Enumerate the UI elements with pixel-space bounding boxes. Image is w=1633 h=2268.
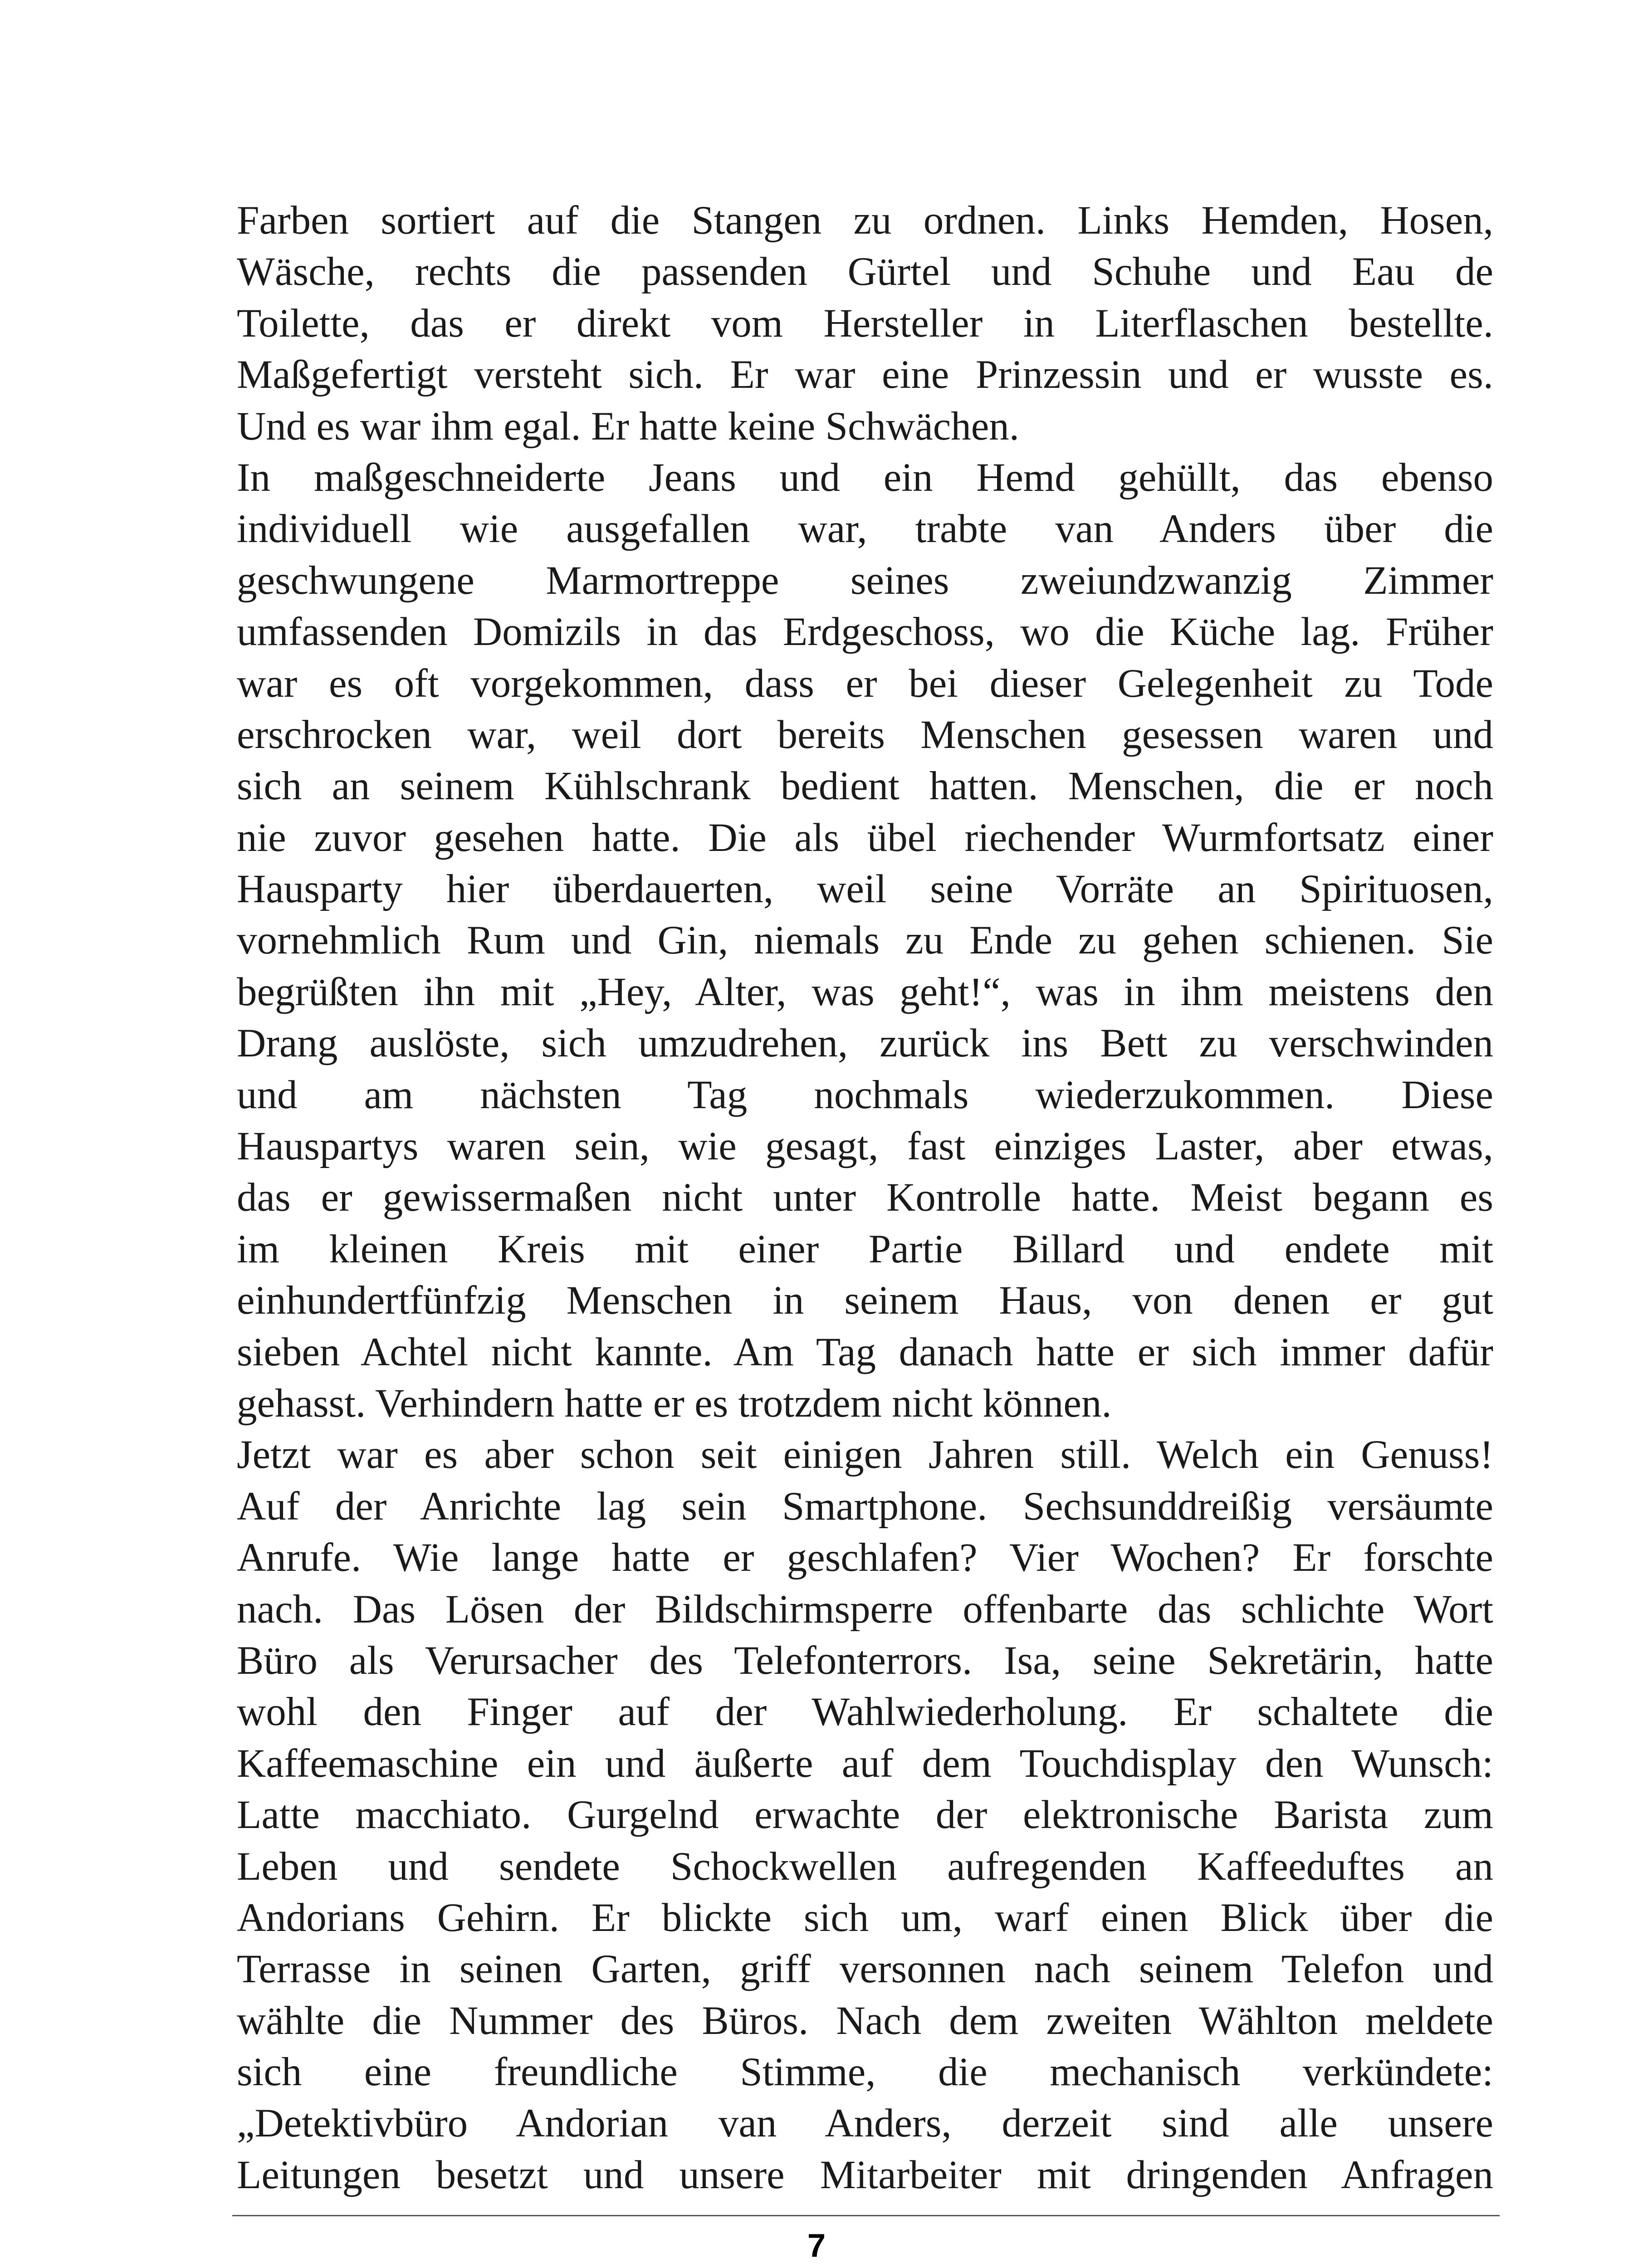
text-line: Andorians Gehirn. Er blickte sich um, warf einen Blick über die bbox=[237, 1895, 1493, 1940]
text-line: Latte macchiato. Gurgelnd erwachte der elektronische Barista zum bbox=[237, 1793, 1493, 1838]
footer-divider bbox=[232, 2215, 1500, 2216]
text-line: wohl den Finger auf der Wahlwiederholung. Er schaltete die bbox=[237, 1690, 1493, 1735]
text-line: Auf der Anrichte lag sein Smartphone. Sechsunddreißig versäumte bbox=[237, 1484, 1493, 1529]
text-line: Büro als Verursacher des Telefonterrors. Isa, seine Sekretärin, hatte bbox=[237, 1638, 1493, 1683]
text-line: gehasst. Verhindern hatte er es trotzdem nicht können. bbox=[237, 1381, 1112, 1426]
text-line: nie zuvor gesehen hatte. Die als übel riechender Wurmfortsatz einer bbox=[237, 815, 1493, 860]
text-line: „Detektivbüro Andorian van Anders, derzeit sind alle unsere bbox=[237, 2101, 1493, 2146]
text-line: Terrasse in seinen Garten, griff versonnen nach seinem Telefon und bbox=[237, 1947, 1493, 1992]
text-line: begrüßten ihn mit „Hey, Alter, was geht!“, was in ihm meistens den bbox=[237, 969, 1493, 1014]
text-line: Toilette, das er direkt vom Hersteller in Literflaschen bestellte. bbox=[237, 301, 1493, 346]
paragraph bbox=[237, 195, 1493, 452]
text-line: Leitungen besetzt und unsere Mitarbeiter mit dringenden Anfragen bbox=[237, 2152, 1493, 2197]
text-line: Maßgefertigt versteht sich. Er war eine Prinzessin und er wusste es. bbox=[237, 352, 1493, 397]
text-line: im kleinen Kreis mit einer Partie Billard und endete mit bbox=[237, 1227, 1493, 1271]
text-line: Drang auslöste, sich umzudrehen, zurück ins Bett zu verschwinden bbox=[237, 1021, 1493, 1066]
text-line: Jetzt war es aber schon seit einigen Jahren still. Welch ein Genuss! bbox=[237, 1432, 1493, 1477]
text-line: Anrufe. Wie lange hatte er geschlafen? Vier Wochen? Er forschte bbox=[237, 1535, 1493, 1580]
body-text bbox=[237, 195, 1493, 2201]
text-line: Kaffeemaschine ein und äußerte auf dem Touchdisplay den Wunsch: bbox=[237, 1741, 1493, 1786]
text-line: Hauspartys waren sein, wie gesagt, fast einziges Laster, aber etwas, bbox=[237, 1124, 1493, 1169]
text-line: individuell wie ausgefallen war, trabte van Anders über die bbox=[237, 507, 1493, 552]
text-line: nach. Das Lösen der Bildschirmsperre offenbarte das schlichte Wort bbox=[237, 1587, 1493, 1632]
text-line: Und es war ihm egal. Er hatte keine Schwächen. bbox=[237, 404, 1019, 449]
text-line: Farben sortiert auf die Stangen zu ordnen. Links Hemden, Hosen, bbox=[237, 198, 1493, 243]
text-line: und am nächsten Tag nochmals wiederzukommen. Diese bbox=[237, 1072, 1493, 1117]
text-line: vornehmlich Rum und Gin, niemals zu Ende zu gehen schienen. Sie bbox=[237, 918, 1493, 963]
text-line: das er gewissermaßen nicht unter Kontrolle hatte. Meist begann es bbox=[237, 1175, 1493, 1220]
text-line: sich an seinem Kühlschrank bedient hatten. Menschen, die er noch bbox=[237, 764, 1493, 809]
text-line: war es oft vorgekommen, dass er bei dieser Gelegenheit zu Tode bbox=[237, 661, 1493, 706]
paragraph bbox=[237, 1429, 1493, 2201]
text-line: wählte die Nummer des Büros. Nach dem zweiten Wählton meldete bbox=[237, 1998, 1493, 2043]
paragraph bbox=[237, 452, 1493, 1429]
text-line: sieben Achtel nicht kannte. Am Tag danach hatte er sich immer dafür bbox=[237, 1330, 1493, 1374]
text-line: Wäsche, rechts die passenden Gürtel und Schuhe und Eau de bbox=[237, 249, 1493, 294]
text-line: Leben und sendete Schockwellen aufregenden Kaffeeduftes an bbox=[237, 1844, 1493, 1889]
text-line: erschrocken war, weil dort bereits Menschen gesessen waren und bbox=[237, 712, 1493, 757]
text-line: sich eine freundliche Stimme, die mechanisch verkündete: bbox=[237, 2050, 1493, 2095]
text-line: umfassenden Domizils in das Erdgeschoss, wo die Küche lag. Früher bbox=[237, 610, 1493, 655]
text-line: einhundertfünfzig Menschen in seinem Haus, von denen er gut bbox=[237, 1278, 1493, 1323]
text-line: Hausparty hier überdauerten, weil seine Vorräte an Spirituosen, bbox=[237, 867, 1493, 912]
text-line: In maßgeschneiderte Jeans und ein Hemd gehüllt, das ebenso bbox=[237, 455, 1493, 500]
page-number: 7 bbox=[807, 2228, 826, 2264]
text-line: geschwungene Marmortreppe seines zweiundzwanzig Zimmer bbox=[237, 558, 1493, 603]
